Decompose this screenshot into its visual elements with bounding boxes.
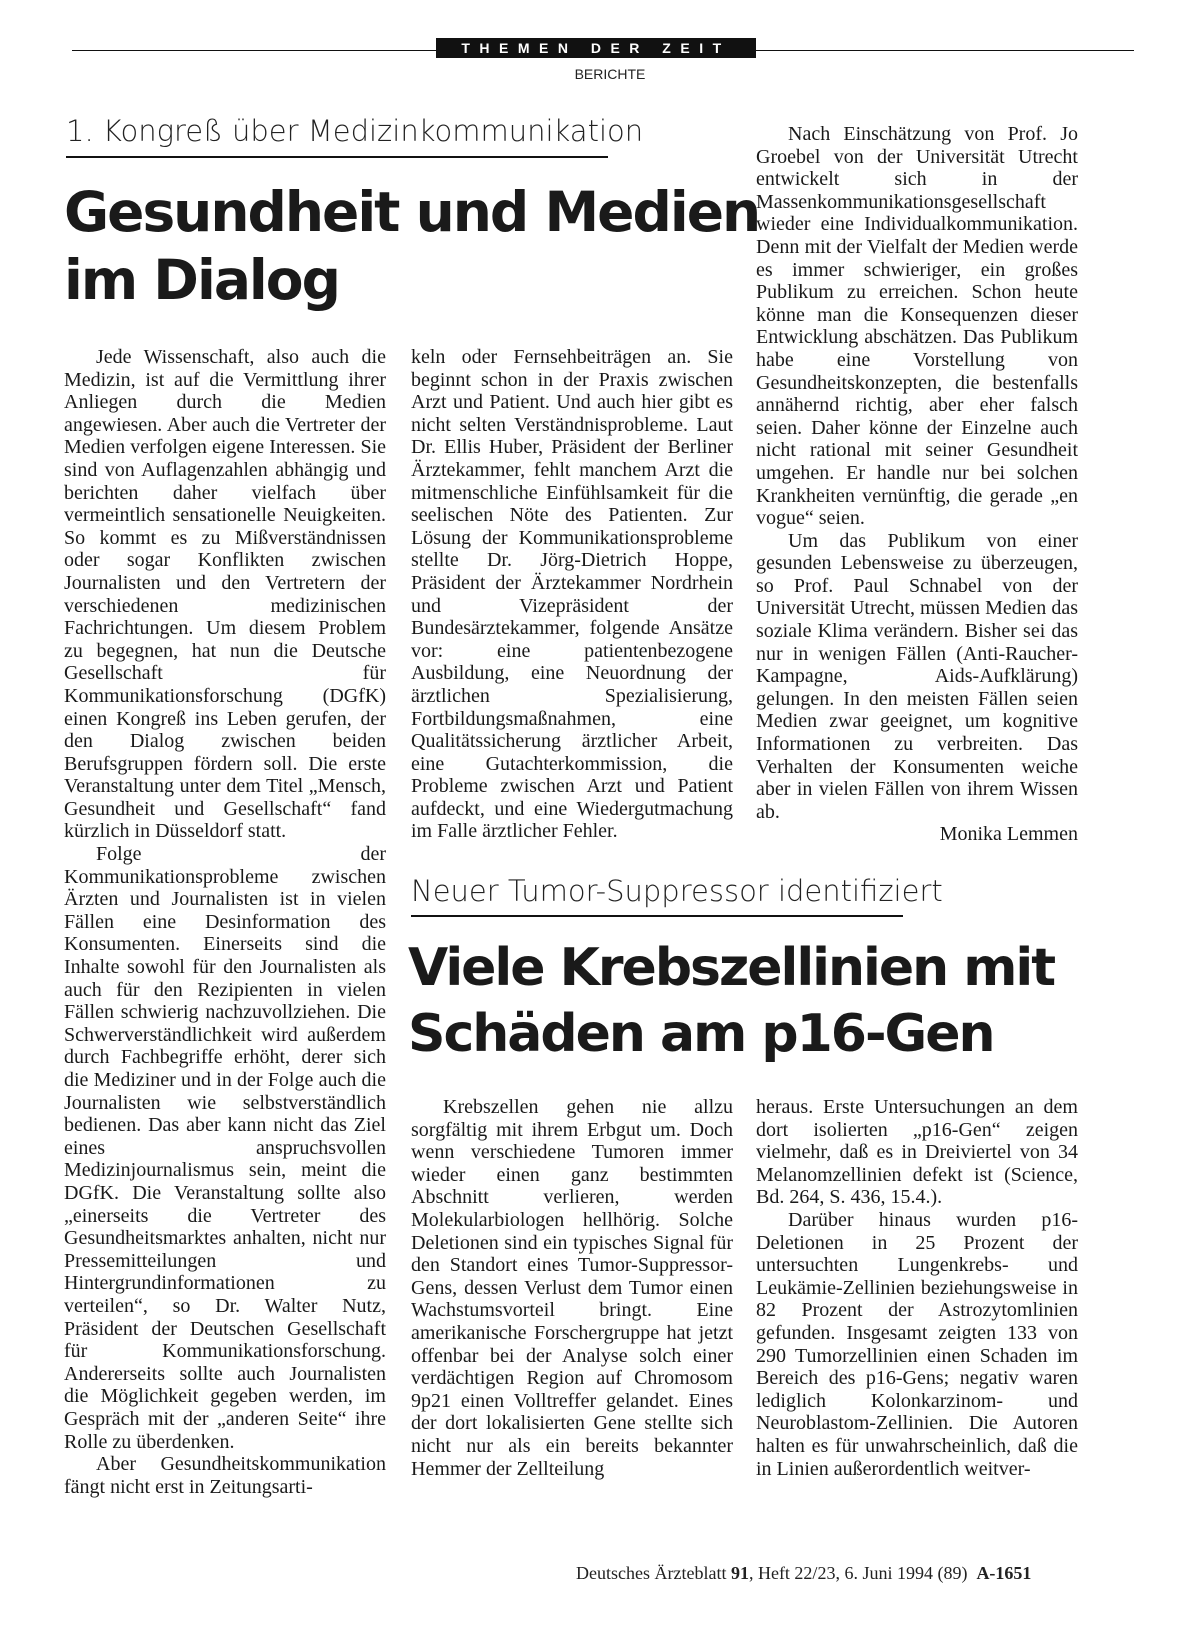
article1-kicker-rule — [66, 156, 608, 158]
section-label: BERICHTE — [574, 66, 646, 82]
article1-column-2 — [411, 346, 733, 843]
article2-column-1 — [411, 1096, 733, 1480]
article1-col1-paragraph-1: Jede Wissenschaft, also auch die Medizin, ist auf die Vermittlung ihrer Anliegen durch die Medien angewiesen. Aber auch die Vertreter der Medien verfolgen eigene Interessen. Sie sind von Auflagenzahlen abhängig und berichten daher vielfach über vermeintlich sensationelle Neuigkeiten. So kommt es zu Mißverständnissen oder sogar Konflikten zwischen Journalisten und den Vertretern der verschiedenen medizinischen Fachrichtungen. Um diesem Problem zu begegnen, hat nun die Deutsche Gesellschaft für Kommunikationsforschung (DGfK) einen Kongreß ins Leben gerufen, der den Dialog zwischen beiden Berufsgruppen fördern soll. Die erste Veranstaltung unter dem Titel „Mensch, Gesundheit und Gesellschaft“ fand kürzlich in Düsseldorf statt. — [64, 346, 386, 843]
article1-col1-paragraph-3: Aber Gesundheitskommunikation fängt nicht erst in Zeitungsarti- — [64, 1453, 386, 1498]
article1-col2-paragraph-1: keln oder Fernsehbeiträgen an. Sie beginnt schon in der Praxis zwischen Arzt und Patient. Und auch hier gibt es nicht selten Verständnisprobleme. Laut Dr. Ellis Huber, Präsident der Berliner Ärztekammer, fehlt manchem Arzt die mitmenschliche Einfühlsamkeit für die seelischen Nöte des Patienten. Zur Lösung der Kommunikationsprobleme stellte Dr. Jörg-Dietrich Hoppe, Präsident der Ärztekammer Nordrhein und Vizepräsident der Bundesärztekammer, folgende Ansätze vor: eine patientenbezogene Ausbildung, eine Neuordnung der ärztlichen Spezialisierung, Fortbildungsmaßnahmen, eine Qualitätssicherung ärztlicher Arbeit, eine Gutachterkommission, die Probleme zwischen Arzt und Patient aufdeckt, und eine Wiedergutmachung im Falle ärztlicher Fehler. — [411, 346, 733, 843]
article1-col3-paragraph-2: Um das Publikum von einer gesunden Lebensweise zu überzeugen, so Prof. Paul Schnabel von der Universität Utrecht, müssen Medien das soziale Klima verändern. Bisher sei das nur in wenigen Fällen (Anti-Raucher-Kampagne, Aids-Aufklärung) gelungen. In den meisten Fällen seien Medien zwar geeignet, um kognitive Informationen zu verbreiten. Das Verhalten der Konsumenten weiche aber in vielen Fällen von ihrem Wissen ab. — [756, 529, 1078, 823]
article1-column-1 — [64, 346, 386, 1498]
article2-headline-line2: Schäden am p16-Gen — [408, 1004, 994, 1064]
article2-kicker-rule — [411, 915, 903, 917]
section-banner: THEMEN DER ZEIT — [436, 38, 756, 58]
footer-issue: , Heft 22/23, 6. Juni 1994 (89) — [748, 1563, 968, 1583]
article1-column-3 — [756, 123, 1078, 846]
footer-volume: 91 — [730, 1563, 749, 1583]
article1-author: Monika Lemmen — [939, 823, 1078, 846]
article2-headline — [408, 935, 1054, 1067]
article2-headline-line1: Viele Krebszellinien mit — [408, 938, 1055, 998]
article1-headline — [64, 178, 759, 314]
article2-col2-paragraph-1: heraus. Erste Untersuchungen an dem dort isolierten „p16-Gen“ zeigen vielmehr, daß es in Dreiviertel von 34 Melanomzellinien defekt ist (Science, Bd. 264, S. 436, 15.4.). — [756, 1096, 1078, 1209]
article1-headline-line2: im Dialog — [64, 248, 339, 312]
page-footer — [576, 1563, 1086, 1584]
article1-col3-paragraph-1: Nach Einschätzung von Prof. Jo Groebel von der Universität Utrecht entwickelt sich in der Massenkommunikationsgesellschaft wieder eine Individualkommunikation. Denn mit der Vielfalt der Medien werde es immer schwieriger, ein großes Publikum zu erreichen. Schon heute könne man die Konsequenzen dieser Entwicklung abschätzen. Das Publikum habe eine Vorstellung von Gesundheitskonzepten, die bestenfalls annähernd richtig, aber eher falsch seien. Daher könne der Einzelne auch nicht rational mit seiner Gesundheit umgehen. Er handle nur bei solchen Krankheiten vernünftig, die gerade „en vogue“ seien. — [756, 123, 1078, 530]
article2-col1-paragraph-1: Krebszellen gehen nie allzu sorgfältig mit ihrem Erbgut um. Doch wenn verschiedene Tumoren immer wieder einen ganz bestimmten Abschnitt verlieren, werden Molekularbiologen hellhörig. Solche Deletionen sind ein typisches Signal für den Standort eines Tumor-Suppressor-Gens, dessen Verlust dem Tumor einen Wachstumsvorteil bringt. Eine amerikanische Forschergruppe hat jetzt offenbar bei der Analyse solch einer verdächtigen Region auf Chromosom 9p21 einen Volltreffer gelandet. Eines der dort lokalisierten Gene stellte sich nicht nur als ein bereits bekannter Hemmer der Zellteilung — [411, 1096, 733, 1480]
article2-col2-paragraph-2: Darüber hinaus wurden p16-Deletionen in 25 Prozent der untersuchten Lungenkrebs- und Leukämie-Zellinien beziehungsweise in 82 Prozent der Astrozytomlinien gefunden. Insgesamt zeigten 133 von 290 Tumorzellinien einen Schaden im Bereich des p16-Gens; negativ waren lediglich Kolonkarzinom- und Neuroblastom-Zellinien. Die Autoren halten es für unwahrscheinlich, daß die in Linien außerordentlich weitver- — [756, 1208, 1078, 1480]
article1-col1-paragraph-2: Folge der Kommunikationsprobleme zwischen Ärzten und Journalisten ist in vielen Fällen eine Desinformation des Konsumenten. Einerseits sind die Inhalte sowohl für den Journalisten als auch für den Rezipienten in vielen Fällen schwierig nachzuvollziehen. Die Schwerverständlichkeit wird außerdem durch Fachbegriffe erhöht, derer sich die Mediziner und in der Folge auch die Journalisten wie selbstverständlich bedienen. Das aber kann nicht das Ziel eines anspruchsvollen Medizinjournalismus sein, meint die DGfK. Die Veranstaltung sollte also „einerseits die Vertreter des Gesundheitsmarktes anhalten, nicht nur Pressemitteilungen und Hintergrundinformationen zu verteilen“, so Dr. Walter Nutz, Präsident der Deutschen Gesellschaft für Kommunikationsforschung. Andererseits sollte auch Journalisten die Möglichkeit gegeben werden, im Gespräch mit der „anderen Seite“ ihre Rolle zu überdenken. — [64, 843, 386, 1453]
article2-kicker: Neuer Tumor-Suppressor identifiziert — [411, 874, 943, 908]
article2-column-2 — [756, 1096, 1078, 1480]
footer-journal: Deutsches Ärzteblatt — [576, 1563, 727, 1583]
article1-kicker: 1. Kongreß über Medizinkommunikation — [66, 114, 644, 148]
footer-page-number: A-1651 — [976, 1563, 1032, 1583]
article1-headline-line1: Gesundheit und Medien — [64, 180, 760, 244]
